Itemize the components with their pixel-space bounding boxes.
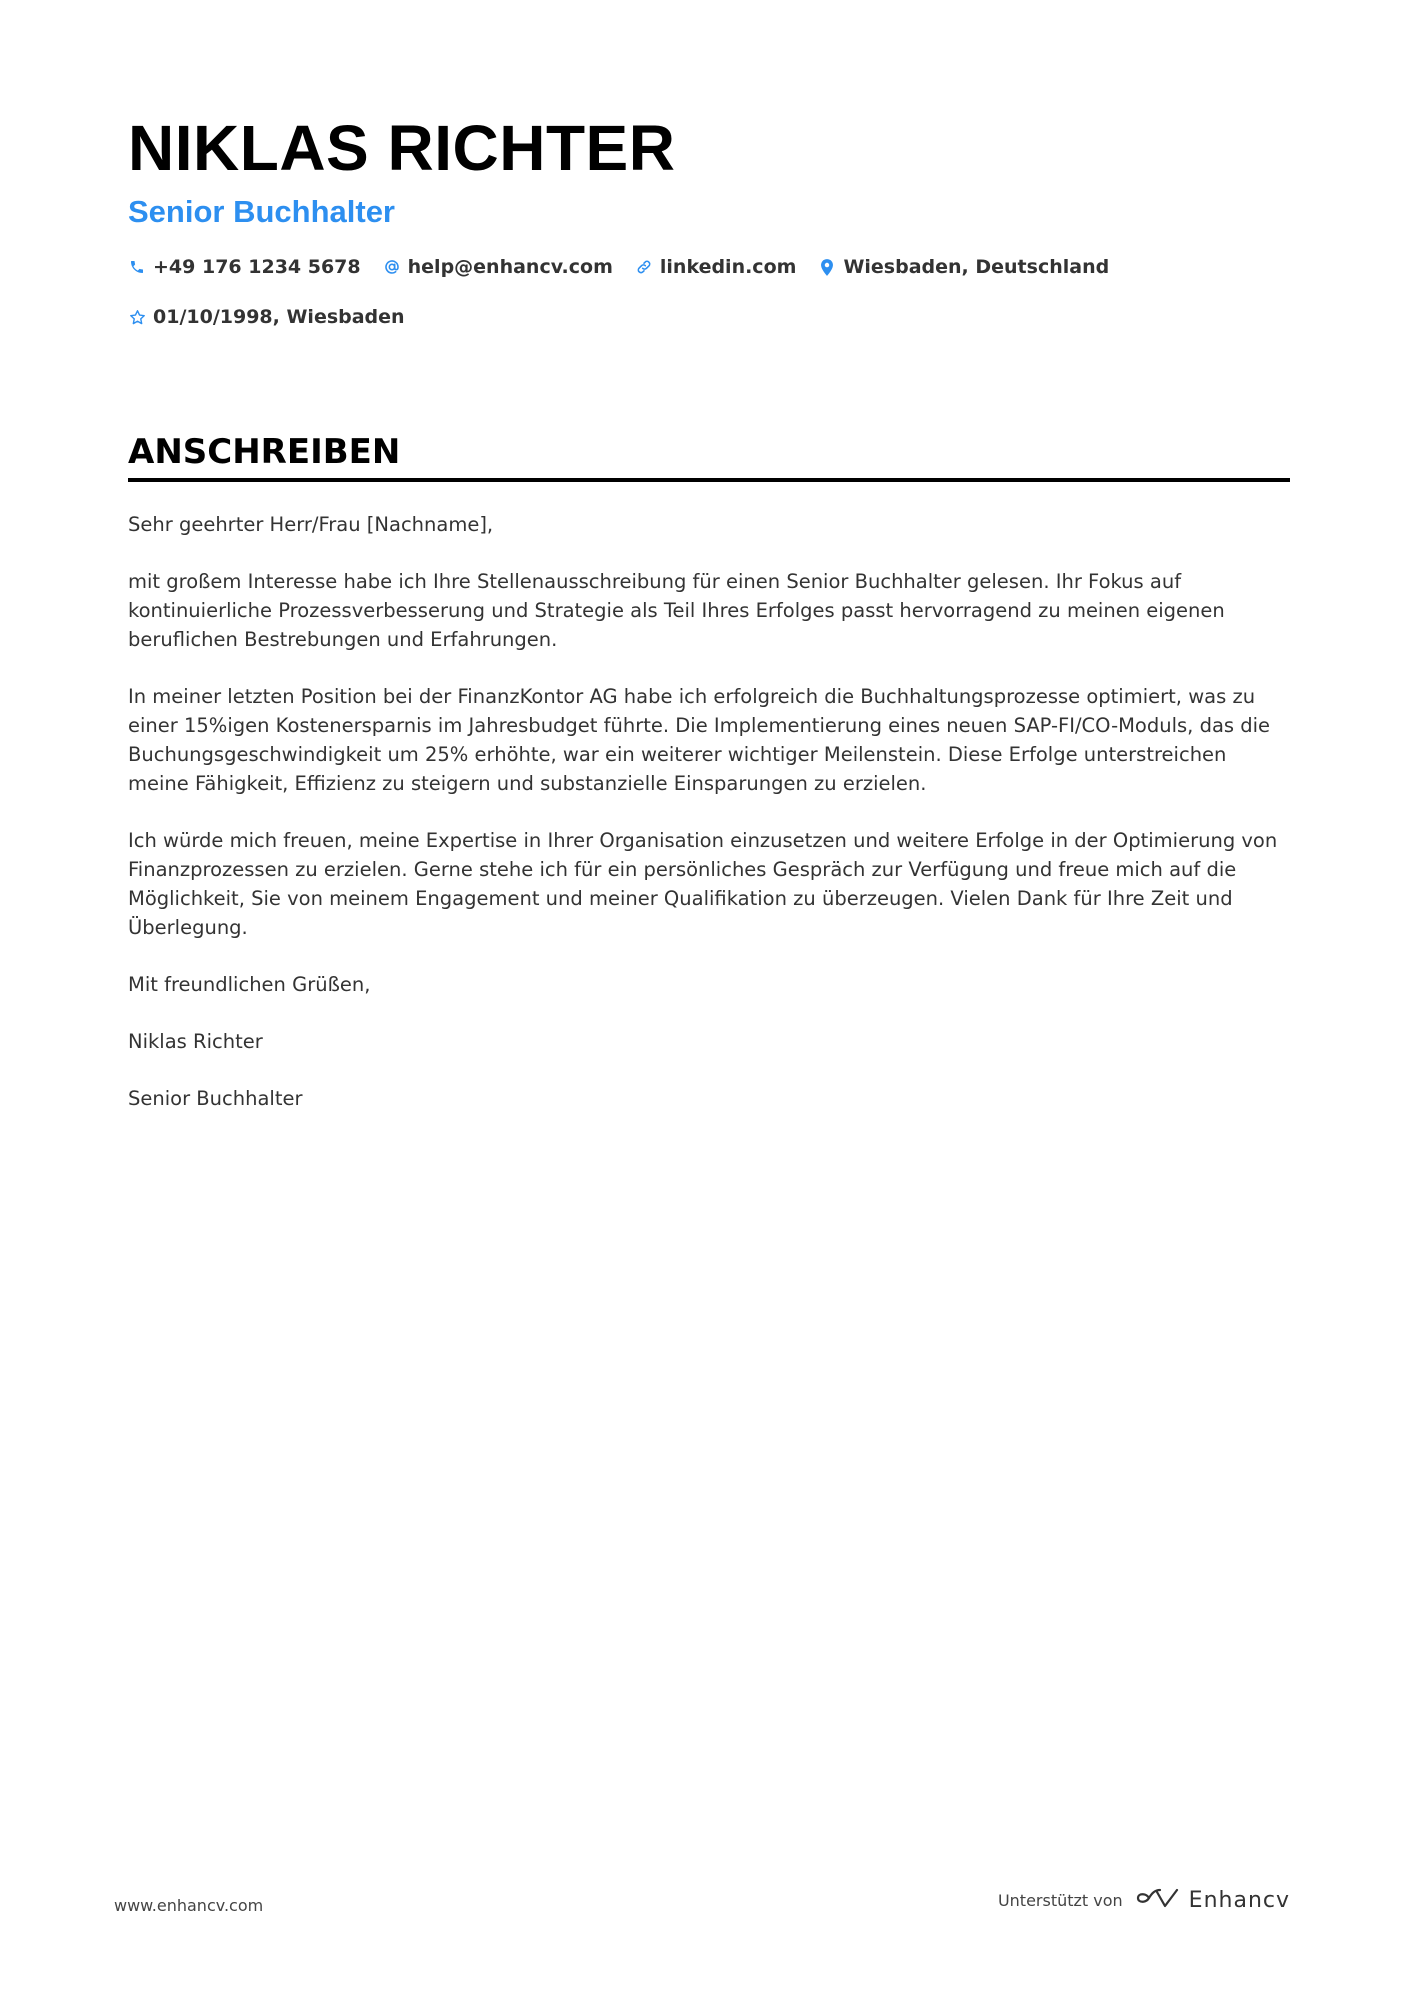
phone-text: +49 176 1234 5678 <box>153 256 361 278</box>
section-title: ANSCHREIBEN <box>128 432 401 472</box>
signature-name: Niklas Richter <box>128 1030 263 1053</box>
location-text: Wiesbaden, Deutschland <box>843 256 1110 278</box>
birth-text: 01/10/1998, Wiesbaden <box>153 306 405 328</box>
powered-by-label: Unterstützt von <box>997 1890 1123 1910</box>
signature-title: Senior Buchhalter <box>128 1087 303 1110</box>
phone-icon <box>128 258 146 276</box>
cover-letter-page <box>128 108 1290 1141</box>
link-icon <box>635 258 653 276</box>
email-text: help@enhancv.com <box>407 256 613 278</box>
contact-birth <box>128 302 405 332</box>
letter-paragraph: mit großem Interesse habe ich Ihre Stellenausschreibung für einen Senior Buchhalter gelesen. Ihr Fokus auf kontinuierliche Prozessverbesserung und Strategie als Teil Ihres Erfolges passt hervorragend zu meinen eigenen beruflichen Bestrebungen und Erfahrungen. <box>128 570 1225 651</box>
letter-paragraph: In meiner letzten Position bei der FinanzKontor AG habe ich erfolgreich die Buchhaltungsprozesse optimiert, was zu einer 15%igen Kostenersparnis im Jahresbudget führte. Die Implementierung eines neuen SAP-FI/CO-Moduls, das die Buchungsgeschwindigkeit um 25% erhöhte, war ein weiterer wichtiger Meilenstein. Diese Erfolge unterstreichen meine Fähigkeit, Effizienz zu steigern und substanzielle Einsparungen zu erzielen. <box>128 685 1271 795</box>
enhancv-logo[interactable] <box>1135 1886 1290 1914</box>
contact-linkedin[interactable] <box>635 252 797 282</box>
location-pin-icon <box>818 258 836 276</box>
letter-paragraph: Ich würde mich freuen, meine Expertise in Ihrer Organisation einzusetzen und weitere Erfolge in der Optimierung von Finanzprozessen zu erzielen. Gerne stehe ich für ein persönliches Gespräch zur Verfügung und freue mich auf die Möglichkeit, Sie von meinem Engagement und meiner Qualifikation zu überzeugen. Vielen Dank für Ihre Zeit und Überlegung. <box>128 829 1278 939</box>
applicant-name: NIKLAS RICHTER <box>128 112 676 184</box>
linkedin-text: linkedin.com <box>659 256 797 278</box>
letter-body <box>128 510 1290 1113</box>
enhancv-brand-text: Enhancv <box>1188 1887 1290 1913</box>
contact-info <box>128 252 1128 332</box>
at-icon <box>383 258 401 276</box>
section-divider <box>128 478 1290 482</box>
contact-email[interactable] <box>383 252 613 282</box>
footer-branding <box>998 1886 1290 1914</box>
job-title: Senior Buchhalter <box>128 194 395 229</box>
letter-salutation: Sehr geehrter Herr/Frau [Nachname], <box>128 513 494 536</box>
contact-phone <box>128 252 361 282</box>
enhancv-logo-icon <box>1135 1886 1181 1914</box>
footer-website[interactable]: www.enhancv.com <box>114 1896 264 1915</box>
star-icon <box>128 308 146 326</box>
contact-location <box>818 252 1109 282</box>
letter-closing: Mit freundlichen Grüßen, <box>128 973 371 996</box>
